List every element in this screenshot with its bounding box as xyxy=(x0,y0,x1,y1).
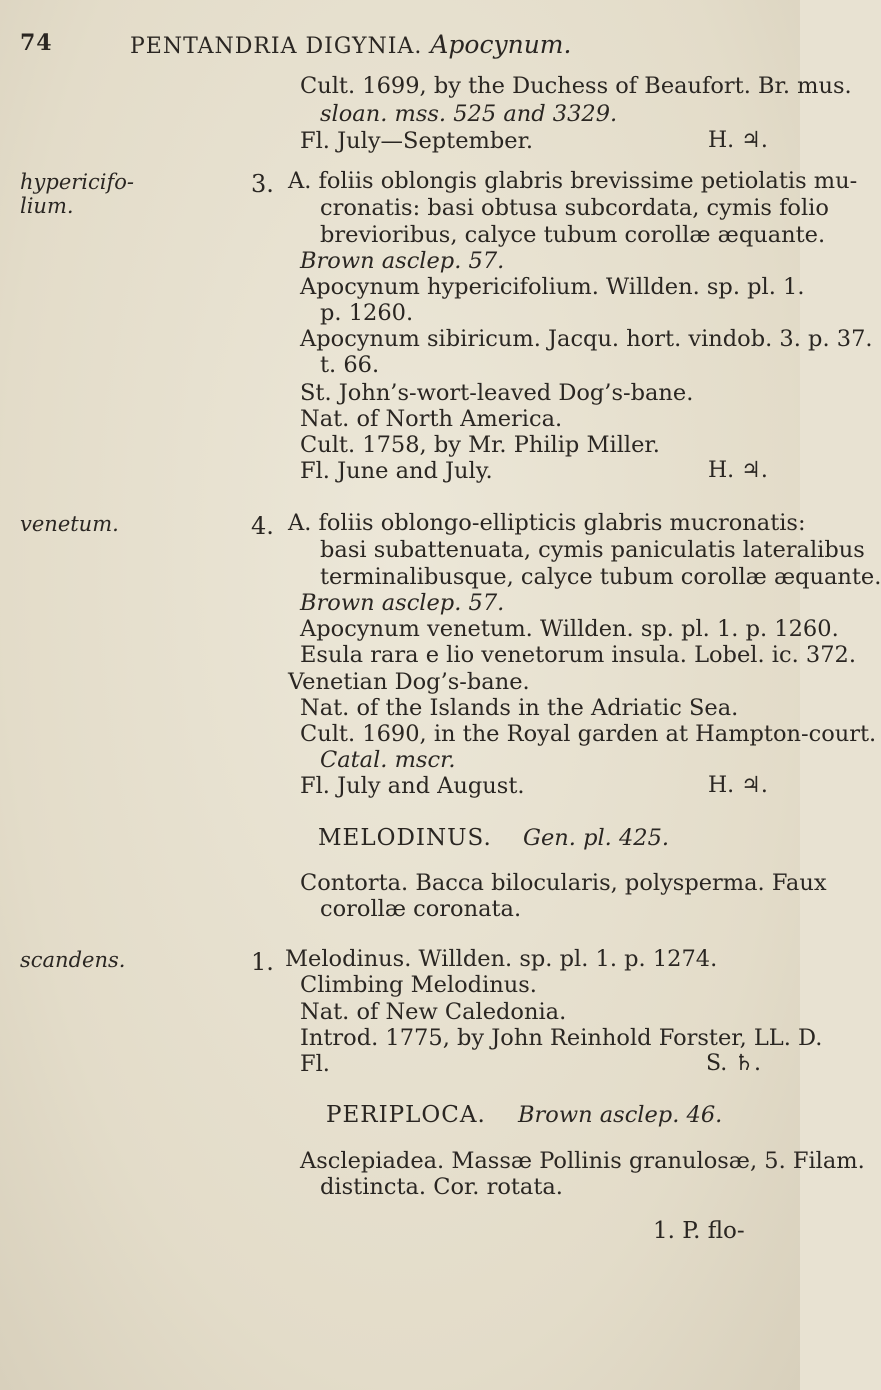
flowering-line: Fl. June and July. xyxy=(300,458,493,484)
introduction-line: Introd. 1775, by John Reinhold Forster, LL. D. xyxy=(300,1025,823,1051)
margin-species-name: hypericifo- xyxy=(20,170,135,194)
common-name: Climbing Melodinus. xyxy=(300,972,537,998)
habit-symbol: H. ♃. xyxy=(708,128,768,153)
cult-line: Cult. 1690, in the Royal garden at Hampton-court. xyxy=(300,721,877,747)
genus-heading: PERIPLOCA. xyxy=(326,1102,486,1128)
synonym-line: Melodinus. Willden. sp. pl. 1. p. 1274. xyxy=(285,946,718,972)
genus-heading: MELODINUS. xyxy=(318,825,492,851)
margin-species-name: venetum. xyxy=(20,512,119,536)
synonym-line: Apocynum hypericifolium. Willden. sp. pl. 1. xyxy=(300,274,805,300)
flowering-line: Fl. xyxy=(300,1051,330,1077)
genus-reference: Gen. pl. 425. xyxy=(523,825,670,851)
species-number: 3. xyxy=(251,170,274,198)
diagnosis-line: terminalibusque, calyce tubum corollæ æquante. xyxy=(320,564,881,590)
running-head-genus: Apocynum. xyxy=(430,30,572,59)
reference-line: Brown asclep. 57. xyxy=(300,248,505,274)
running-head xyxy=(130,30,571,59)
genus-description: Contorta. Bacca bilocularis, polysperma. Faux xyxy=(300,870,827,896)
native-line: Nat. of New Caledonia. xyxy=(300,999,567,1025)
genus-description-cont: distincta. Cor. rotata. xyxy=(320,1174,563,1200)
ms-line: sloan. mss. 525 and 3329. xyxy=(320,101,618,127)
native-line: Nat. of North America. xyxy=(300,406,563,432)
native-line: Nat. of the Islands in the Adriatic Sea. xyxy=(300,695,739,721)
diagnosis-line: cronatis: basi obtusa subcordata, cymis folio xyxy=(320,195,829,221)
cult-line: Cult. 1699, by the Duchess of Beaufort. Br. mus. xyxy=(300,73,852,99)
species-number: 4. xyxy=(251,512,274,540)
reference-line: Brown asclep. 57. xyxy=(300,590,505,616)
genus-reference: Brown asclep. 46. xyxy=(518,1102,723,1128)
running-head-class: PENTANDRIA DIGYNIA. xyxy=(130,34,423,59)
genus-description: Asclepiadea. Massæ Pollinis granulosæ, 5. Filam. xyxy=(300,1148,865,1174)
cult-line: Cult. 1758, by Mr. Philip Miller. xyxy=(300,432,660,458)
page-number: 74 xyxy=(20,30,53,56)
flowering-line: Fl. July and August. xyxy=(300,773,525,799)
species-number: 1. xyxy=(251,948,274,976)
synonym-line: Apocynum sibiricum. Jacqu. hort. vindob. 3. p. 37. xyxy=(300,326,873,352)
synonym-line-cont: p. 1260. xyxy=(320,300,414,326)
catchword: 1. P. flo- xyxy=(653,1218,745,1244)
common-name: St. John’s-wort-leaved Dog’s-bane. xyxy=(300,380,694,406)
synonym-line-cont: t. 66. xyxy=(320,352,380,378)
habit-symbol: H. ♃. xyxy=(708,458,768,483)
synonym-line: Esula rara e lio venetorum insula. Lobel. ic. 372. xyxy=(300,642,856,668)
diagnosis-line: basi subattenuata, cymis paniculatis lateralibus xyxy=(320,537,865,563)
margin-species-name: scandens. xyxy=(20,948,126,972)
diagnosis-line: A. foliis oblongo-ellipticis glabris mucronatis: xyxy=(288,510,806,536)
genus-description-cont: corollæ coronata. xyxy=(320,896,522,922)
habit-symbol: H. ♃. xyxy=(708,773,768,798)
diagnosis-line: A. foliis oblongis glabris brevissime petiolatis mu- xyxy=(288,168,858,194)
common-name: Venetian Dog’s-bane. xyxy=(288,669,530,695)
flowering-line: Fl. July—September. xyxy=(300,128,534,154)
synonym-line: Apocynum venetum. Willden. sp. pl. 1. p. 1260. xyxy=(300,616,839,642)
habit-symbol: S. ♄. xyxy=(706,1051,761,1076)
margin-species-name-cont: lium. xyxy=(20,194,74,218)
catalogue-line: Catal. mscr. xyxy=(320,747,456,773)
diagnosis-line: brevioribus, calyce tubum corollæ æquante. xyxy=(320,222,826,248)
